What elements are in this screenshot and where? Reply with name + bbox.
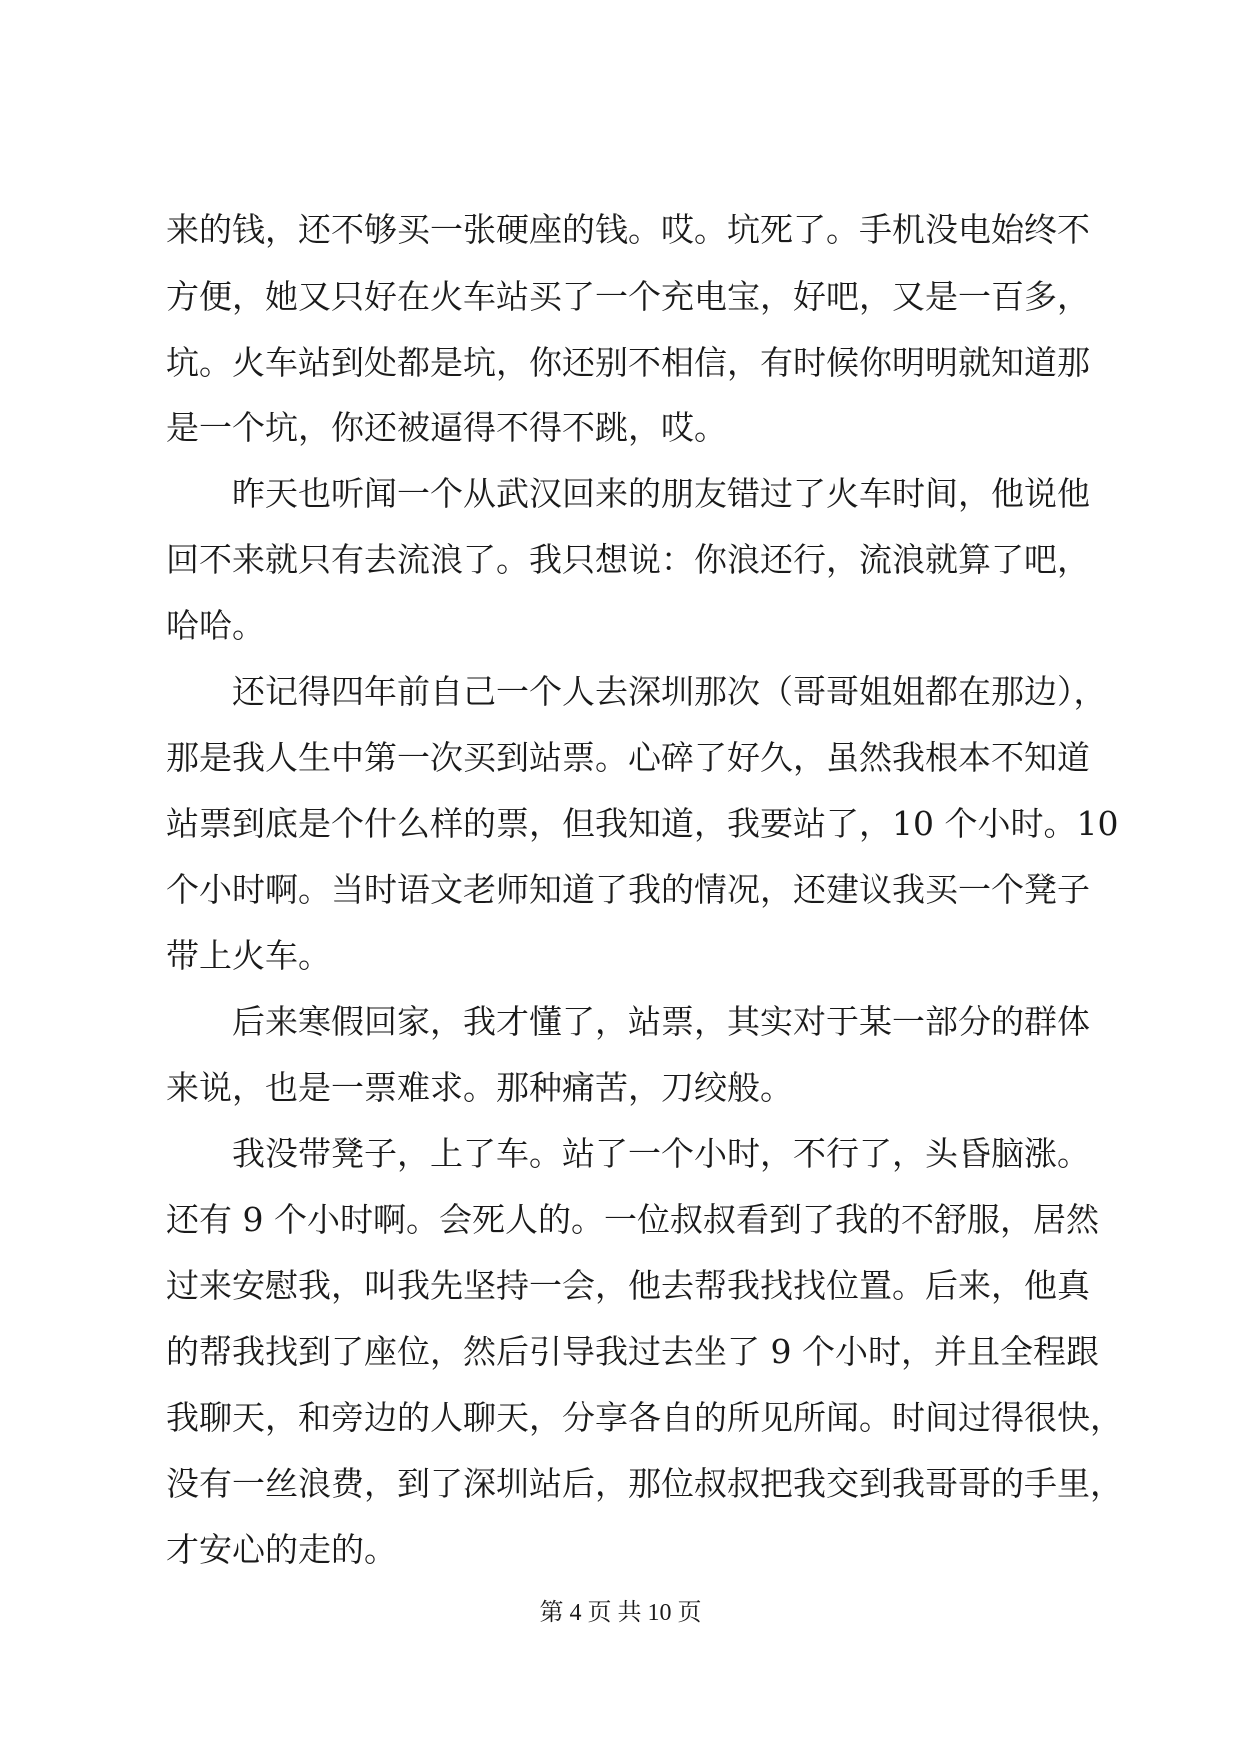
- paragraph-line: 那是我人生中第一次买到站票。心碎了好久，虽然我根本不知道: [166, 738, 1090, 777]
- paragraph-line: 来说，也是一票难求。那种痛苦，刀绞般。: [166, 1068, 793, 1107]
- paragraph-line: 没有一丝浪费，到了深圳站后，那位叔叔把我交到我哥哥的手里，: [166, 1464, 1123, 1503]
- page-number-footer: 第 4 页 共 10 页: [539, 1600, 702, 1626]
- paragraph-line: 个小时啊。当时语文老师知道了我的情况，还建议我买一个凳子: [166, 870, 1090, 909]
- paragraph-line: 我没带凳子，上了车。站了一个小时，不行了，头昏脑涨。: [232, 1134, 1090, 1173]
- paragraph-line: 的帮我找到了座位，然后引导我过去坐了 9 个小时，并且全程跟: [166, 1332, 1099, 1371]
- paragraph-line: 是一个坑，你还被逼得不得不跳，哎。: [166, 408, 727, 447]
- paragraph-line: 后来寒假回家，我才懂了，站票，其实对于某一部分的群体: [232, 1002, 1090, 1041]
- paragraph-line: 来的钱，还不够买一张硬座的钱。哎。坑死了。手机没电始终不: [166, 210, 1090, 249]
- paragraph-line: 站票到底是个什么样的票，但我知道，我要站了，10 个小时。10: [166, 804, 1119, 843]
- paragraph-line: 带上火车。: [166, 936, 331, 975]
- paragraph-line: 才安心的走的。: [166, 1530, 397, 1569]
- paragraph-line: 坑。火车站到处都是坑，你还别不相信，有时候你明明就知道那: [166, 343, 1090, 382]
- paragraph-line: 过来安慰我，叫我先坚持一会，他去帮我找找位置。后来，他真: [166, 1266, 1090, 1305]
- paragraph-line: 方便，她又只好在火车站买了一个充电宝，好吧，又是一百多，: [166, 277, 1090, 316]
- paragraph-line: 回不来就只有去流浪了。我只想说：你浪还行，流浪就算了吧，: [166, 540, 1090, 579]
- paragraph-line: 我聊天，和旁边的人聊天，分享各自的所见所闻。时间过得很快，: [166, 1398, 1123, 1437]
- paragraph-line: 还有 9 个小时啊。会死人的。一位叔叔看到了我的不舒服，居然: [166, 1200, 1099, 1239]
- paragraph-line: 还记得四年前自己一个人去深圳那次（哥哥姐姐都在那边），: [232, 672, 1107, 711]
- paragraph-line: 昨天也听闻一个从武汉回来的朋友错过了火车时间，他说他: [232, 474, 1090, 513]
- paragraph-line: 哈哈。: [166, 606, 265, 645]
